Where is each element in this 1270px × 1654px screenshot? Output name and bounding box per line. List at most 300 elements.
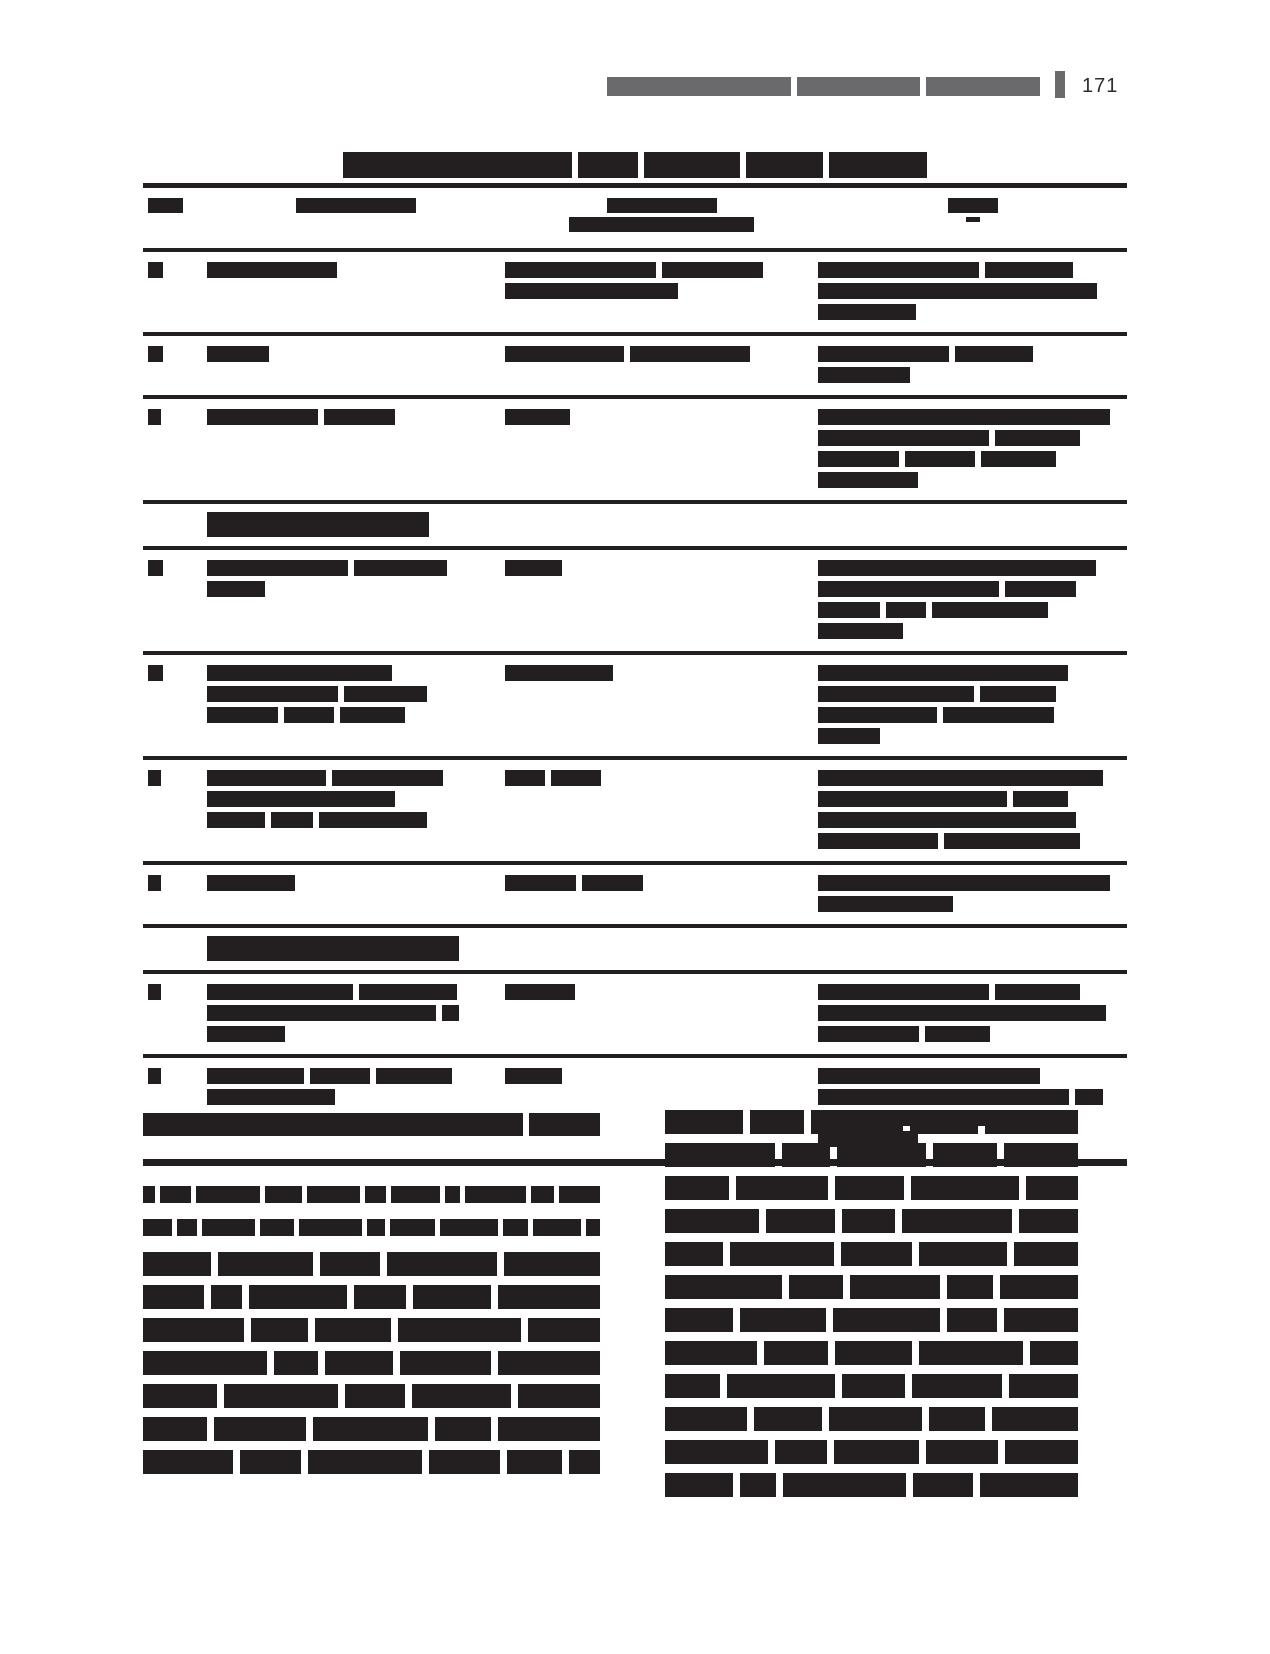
redaction-bar: [740, 1473, 777, 1497]
redacted-line: [505, 560, 562, 576]
redaction-bar: [926, 77, 1040, 96]
cell-num: [143, 1068, 207, 1084]
redaction-bar: [818, 346, 949, 362]
redaction-bar: [207, 791, 395, 807]
redaction-bar: [143, 1417, 207, 1441]
redaction-bar: [148, 346, 163, 362]
redaction-bar: [966, 217, 980, 222]
redacted-line: [818, 581, 1076, 597]
redacted-line: [818, 472, 918, 488]
cell-attr: [207, 560, 505, 597]
redacted-line: [665, 1341, 1078, 1365]
redaction-bar: [196, 1186, 260, 1203]
redaction-bar: [271, 812, 313, 828]
table-row: [143, 336, 1127, 395]
redacted-line: [818, 451, 1056, 467]
redaction-bar: [505, 283, 678, 299]
redaction-bar: [505, 409, 570, 425]
redacted-line: [148, 198, 183, 213]
redacted-line: [148, 1068, 161, 1084]
redaction-bar: [818, 623, 903, 639]
redaction-bar: [905, 451, 976, 467]
redaction-bar: [435, 1417, 491, 1441]
redacted-line: [818, 770, 1103, 786]
redaction-bar: [1005, 581, 1076, 597]
redaction-bar: [391, 1186, 440, 1203]
redaction-bar: [811, 1110, 902, 1134]
redacted-line: [143, 1252, 600, 1276]
redaction-bar: [665, 1473, 733, 1497]
redacted-line: [148, 984, 161, 1000]
table-row: [143, 655, 1127, 756]
redaction-bar: [665, 1407, 747, 1431]
cell-desc: [818, 409, 1127, 488]
redaction-bar: [740, 1308, 826, 1332]
redacted-line: [818, 1026, 990, 1042]
redaction-bar: [319, 812, 427, 828]
redacted-line: [818, 367, 910, 383]
redaction-bar: [1005, 1440, 1078, 1464]
redacted-line: [207, 936, 459, 961]
redaction-bar: [207, 1005, 436, 1021]
redaction-bar: [955, 346, 1033, 362]
redacted-line: [665, 1176, 1078, 1200]
redaction-bar: [818, 367, 910, 383]
redacted-line: [818, 812, 1076, 828]
redacted-line: [148, 875, 161, 891]
redaction-bar: [310, 1068, 371, 1084]
cell-num: [143, 346, 207, 362]
cell-num: [143, 560, 207, 576]
redaction-bar: [607, 198, 717, 213]
redacted-line: [207, 512, 429, 537]
redacted-line: [207, 707, 405, 723]
header-cell-value: [505, 198, 818, 236]
redaction-bar: [764, 1341, 828, 1365]
redacted-line: [207, 409, 395, 425]
redaction-bar: [251, 1318, 308, 1342]
redacted-line: [148, 262, 163, 278]
redacted-line: [818, 283, 1097, 299]
redaction-bar: [324, 409, 395, 425]
redaction-bar: [947, 1308, 998, 1332]
redaction-bar: [829, 1407, 922, 1431]
redacted-line: [143, 1285, 600, 1309]
redaction-bar: [569, 1450, 600, 1474]
redaction-bar: [505, 665, 613, 681]
redaction-bar: [782, 1143, 830, 1167]
redacted-paragraph: [143, 1186, 600, 1236]
redaction-bar: [818, 728, 880, 744]
table-subheader-row: [143, 928, 1127, 970]
redaction-bar: [818, 560, 1096, 576]
cell-attr: [207, 1068, 505, 1105]
redacted-line: [148, 770, 161, 786]
redaction-bar: [445, 1186, 459, 1203]
redaction-bar: [531, 1186, 554, 1203]
redaction-bar: [143, 1450, 233, 1474]
redaction-bar: [400, 1351, 491, 1375]
redaction-bar: [529, 1113, 600, 1136]
redaction-bar: [835, 1341, 913, 1365]
redaction-bar: [207, 707, 278, 723]
redaction-bar: [662, 262, 763, 278]
redaction-bar: [148, 560, 163, 576]
redaction-bar: [503, 1219, 527, 1236]
redaction-bar: [207, 812, 265, 828]
redacted-line: [818, 833, 1080, 849]
redaction-bar: [332, 770, 443, 786]
redaction-bar: [818, 472, 918, 488]
redaction-bar: [911, 1176, 1019, 1200]
redaction-bar: [325, 1351, 393, 1375]
redaction-bar: [818, 875, 1110, 891]
redaction-bar: [665, 1242, 723, 1266]
redacted-line: [966, 217, 980, 222]
redaction-bar: [886, 602, 926, 618]
redaction-bar: [207, 984, 353, 1000]
redaction-bar: [533, 1219, 582, 1236]
redaction-bar: [818, 1026, 919, 1042]
cell-desc: [818, 875, 1127, 912]
redaction-bar: [148, 1068, 161, 1084]
redaction-bar: [143, 1113, 523, 1136]
redaction-bar: [932, 602, 1048, 618]
redacted-line: [207, 581, 265, 597]
redaction-bar: [507, 1450, 562, 1474]
redacted-line: [207, 686, 427, 702]
redaction-bar: [299, 1219, 362, 1236]
redacted-line: [505, 346, 750, 362]
redacted-line: [143, 1417, 600, 1441]
cell-attr: [207, 665, 505, 723]
redaction-bar: [359, 984, 457, 1000]
redaction-bar: [948, 198, 998, 213]
redaction-bar: [980, 1473, 1078, 1497]
redaction-bar: [260, 1219, 293, 1236]
redacted-line: [818, 707, 1054, 723]
cell-value: [505, 409, 818, 425]
redacted-line: [818, 623, 903, 639]
redacted-line: [818, 262, 1073, 278]
redaction-bar: [320, 1252, 380, 1276]
cell-attr: [207, 346, 505, 362]
redaction-bar: [465, 1186, 527, 1203]
redaction-bar: [143, 1384, 217, 1408]
redaction-bar: [943, 707, 1054, 723]
table-row: [143, 550, 1127, 651]
redacted-line: [143, 1351, 600, 1375]
cell-attr: [207, 984, 505, 1042]
redaction-bar: [429, 1450, 500, 1474]
redacted-paragraph: [143, 1252, 600, 1474]
redaction-bar: [505, 560, 562, 576]
cell-value: [505, 346, 818, 362]
redacted-line: [148, 409, 161, 425]
cell-attr: [207, 770, 505, 828]
running-header-redaction-bar: [607, 77, 1040, 96]
redaction-bar: [818, 833, 938, 849]
table-row: [143, 399, 1127, 500]
redaction-bar: [518, 1384, 601, 1408]
redaction-bar: [1019, 1209, 1078, 1233]
redacted-line: [818, 875, 1110, 891]
redaction-bar: [307, 1186, 360, 1203]
cell-attr: [207, 875, 505, 891]
redacted-line: [148, 346, 163, 362]
redacted-line: [143, 1318, 600, 1342]
redacted-line: [143, 1450, 600, 1474]
table-row: [143, 865, 1127, 924]
redacted-line: [143, 1219, 600, 1236]
redaction-bar: [818, 984, 989, 1000]
redaction-bar: [665, 1341, 757, 1365]
subheader-label-redaction: [207, 936, 505, 961]
redacted-line: [207, 1068, 452, 1084]
redacted-line: [207, 875, 295, 891]
redacted-line: [207, 1089, 335, 1105]
redaction-bar: [344, 686, 427, 702]
redacted-line: [818, 560, 1096, 576]
table-subheader-row: [143, 504, 1127, 546]
redaction-bar: [1004, 1143, 1078, 1167]
redacted-line: [505, 770, 601, 786]
redaction-bar: [505, 875, 576, 891]
redacted-line: [505, 262, 763, 278]
redacted-line: [818, 430, 1080, 446]
redacted-line: [818, 409, 1110, 425]
redaction-bar: [750, 1110, 804, 1134]
redaction-bar: [913, 1473, 972, 1497]
cell-num: [143, 875, 207, 891]
redaction-bar: [528, 1318, 600, 1342]
redaction-bar: [746, 152, 822, 178]
redacted-line: [505, 409, 570, 425]
redacted-paragraph: [665, 1110, 1078, 1497]
cell-num: [143, 770, 207, 786]
redaction-bar: [207, 686, 338, 702]
redacted-line: [818, 665, 1068, 681]
page-number: 171: [1082, 75, 1119, 97]
cell-value: [505, 1068, 818, 1084]
redacted-line: [665, 1209, 1078, 1233]
redaction-bar: [818, 791, 1007, 807]
redacted-line: [143, 1384, 600, 1408]
redaction-bar: [665, 1110, 743, 1134]
redaction-bar: [315, 1318, 391, 1342]
redaction-bar: [578, 152, 638, 178]
redaction-bar: [730, 1242, 834, 1266]
redaction-bar: [207, 1068, 304, 1084]
body-left-column: [143, 1113, 600, 1483]
redacted-line: [296, 198, 416, 213]
redaction-bar: [818, 770, 1103, 786]
redaction-bar: [783, 1473, 906, 1497]
redaction-bar: [1075, 1089, 1103, 1105]
redaction-bar: [1030, 1341, 1078, 1365]
subheader-label-redaction: [207, 512, 505, 537]
redacted-line: [665, 1473, 1078, 1497]
redacted-line: [143, 1186, 600, 1203]
redaction-bar: [818, 896, 953, 912]
redaction-bar: [665, 1275, 782, 1299]
redacted-line: [818, 1068, 1040, 1084]
redacted-line: [207, 560, 447, 576]
redaction-bar: [343, 152, 572, 178]
redaction-bar: [981, 451, 1056, 467]
redaction-bar: [207, 875, 295, 891]
redaction-bar: [313, 1417, 428, 1441]
redaction-bar: [925, 1026, 990, 1042]
redacted-line: [505, 283, 678, 299]
redaction-bar: [202, 1219, 256, 1236]
redaction-bar: [665, 1374, 720, 1398]
redaction-bar: [929, 1407, 985, 1431]
redaction-bar: [727, 1374, 835, 1398]
redaction-bar: [505, 770, 545, 786]
cell-attr: [207, 409, 505, 425]
redaction-bar: [207, 560, 348, 576]
redaction-bar: [944, 833, 1080, 849]
redaction-bar: [582, 875, 643, 891]
redaction-bar: [284, 707, 335, 723]
redacted-line: [207, 665, 392, 681]
cell-value: [505, 875, 818, 891]
table-header-row: [143, 188, 1127, 248]
redaction-bar: [376, 1068, 452, 1084]
redaction-bar: [1009, 1374, 1078, 1398]
redaction-bar: [818, 304, 916, 320]
redaction-bar: [818, 1089, 1069, 1105]
table-row: [143, 252, 1127, 332]
cell-value: [505, 770, 818, 786]
redacted-line: [818, 304, 916, 320]
cell-num: [143, 262, 207, 278]
cell-desc: [818, 984, 1127, 1042]
header-cell-num: [143, 198, 207, 217]
redaction-bar: [985, 262, 1073, 278]
redaction-bar: [607, 77, 791, 96]
redaction-bar: [665, 1176, 729, 1200]
table-row: [143, 974, 1127, 1054]
header-cell-desc: [818, 198, 1127, 226]
redaction-bar: [919, 1242, 1007, 1266]
redaction-bar: [992, 1407, 1078, 1431]
redacted-line: [207, 791, 395, 807]
data-table: [143, 183, 1127, 1166]
redacted-line: [818, 728, 880, 744]
redaction-bar: [148, 770, 161, 786]
redacted-line: [818, 984, 1080, 1000]
redaction-bar: [505, 346, 624, 362]
redaction-bar: [559, 1186, 600, 1203]
redaction-bar: [498, 1351, 600, 1375]
redaction-bar: [498, 1417, 600, 1441]
redaction-bar: [919, 1341, 1023, 1365]
redaction-bar: [818, 602, 880, 618]
table-row: [143, 760, 1127, 861]
cell-value: [505, 984, 818, 1000]
cell-desc: [818, 346, 1127, 383]
redaction-bar: [505, 1068, 562, 1084]
redacted-line: [665, 1143, 1078, 1167]
redaction-bar: [842, 1374, 905, 1398]
section-heading-redaction: [143, 1113, 600, 1136]
redacted-line: [505, 875, 643, 891]
redaction-bar: [797, 77, 920, 96]
cell-desc: [818, 560, 1127, 639]
redaction-bar: [665, 1440, 768, 1464]
redaction-bar: [665, 1308, 733, 1332]
cell-num: [143, 665, 207, 681]
redaction-bar: [933, 1143, 997, 1167]
redaction-bar: [665, 1209, 759, 1233]
redaction-bar: [143, 1318, 244, 1342]
cell-num: [143, 409, 207, 425]
redaction-bar: [818, 451, 899, 467]
redacted-line: [818, 896, 953, 912]
redaction-bar: [143, 1219, 172, 1236]
redaction-bar: [148, 198, 183, 213]
redaction-bar: [224, 1384, 337, 1408]
redaction-bar: [218, 1252, 313, 1276]
redaction-bar: [207, 936, 459, 961]
redaction-bar: [143, 1186, 155, 1203]
redaction-bar: [818, 686, 974, 702]
redacted-line: [569, 217, 754, 232]
redaction-bar: [833, 1308, 940, 1332]
header-cell-attr: [207, 198, 505, 217]
redaction-bar: [995, 430, 1080, 446]
redaction-bar: [569, 217, 754, 232]
redaction-bar: [207, 1026, 285, 1042]
redacted-line: [665, 1374, 1078, 1398]
redaction-bar: [789, 1275, 843, 1299]
redaction-bar: [296, 198, 416, 213]
redaction-bar: [835, 1176, 905, 1200]
redaction-bar: [841, 1242, 913, 1266]
redacted-line: [505, 984, 575, 1000]
redacted-line: [818, 1005, 1106, 1021]
redaction-bar: [1004, 1308, 1078, 1332]
cell-num: [143, 984, 207, 1000]
redaction-bar: [985, 1110, 1078, 1134]
redaction-bar: [207, 581, 265, 597]
redaction-bar: [177, 1219, 197, 1236]
redaction-bar: [910, 1110, 978, 1134]
redacted-line: [665, 1440, 1078, 1464]
redaction-bar: [818, 812, 1076, 828]
redaction-bar: [766, 1209, 835, 1233]
redaction-bar: [148, 984, 161, 1000]
redaction-bar: [818, 262, 979, 278]
redaction-bar: [818, 409, 1110, 425]
redaction-bar: [504, 1252, 600, 1276]
redacted-line: [607, 198, 717, 213]
redaction-bar: [398, 1318, 521, 1342]
redaction-bar: [214, 1417, 306, 1441]
redaction-bar: [665, 1143, 775, 1167]
redaction-bar: [630, 346, 751, 362]
redacted-line: [207, 984, 457, 1000]
redaction-bar: [143, 1351, 267, 1375]
redaction-bar: [148, 409, 161, 425]
redacted-line: [505, 1068, 562, 1084]
redaction-bar: [274, 1351, 318, 1375]
redaction-bar: [207, 1089, 335, 1105]
redaction-bar: [818, 665, 1068, 681]
redaction-bar: [148, 262, 163, 278]
